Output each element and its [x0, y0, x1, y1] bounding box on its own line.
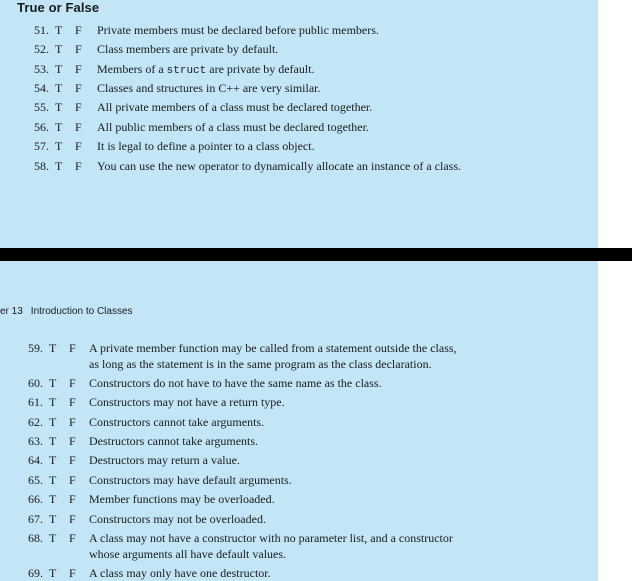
- question-text: A class may not have a constructor with no parameter list, and a constructor: [89, 531, 453, 545]
- true-option[interactable]: T: [49, 531, 57, 545]
- false-option[interactable]: F: [69, 531, 76, 545]
- question-text: Constructors do not have to have the same name as the class.: [89, 376, 382, 390]
- question-number: 57.: [34, 139, 49, 153]
- question-number: 54.: [34, 81, 49, 95]
- false-option[interactable]: F: [69, 453, 76, 467]
- true-option[interactable]: T: [55, 81, 63, 95]
- false-option[interactable]: F: [69, 566, 76, 580]
- question-number: 61.: [28, 395, 43, 409]
- question-number: 69.: [28, 566, 43, 580]
- true-option[interactable]: T: [49, 341, 57, 355]
- page-divider: [0, 248, 632, 261]
- question-text: Constructors may have default arguments.: [89, 473, 292, 487]
- true-option[interactable]: T: [55, 159, 63, 173]
- true-option[interactable]: T: [49, 473, 57, 487]
- false-option[interactable]: F: [69, 376, 76, 390]
- true-option[interactable]: T: [55, 139, 63, 153]
- question-number: 58.: [34, 159, 49, 173]
- question-number: 59.: [28, 341, 43, 355]
- question-number: 51.: [34, 23, 49, 37]
- question-number: 63.: [28, 434, 43, 448]
- question-text: Classes and structures in C++ are very similar.: [97, 81, 321, 95]
- true-option[interactable]: T: [55, 62, 63, 76]
- question-number: 62.: [28, 415, 43, 429]
- question-text: Constructors may not have a return type.: [89, 395, 285, 409]
- true-option[interactable]: T: [49, 512, 57, 526]
- question-text: Class members are private by default.: [97, 42, 279, 56]
- chapter-title: Introduction to Classes: [30, 306, 133, 317]
- question-text-continued: as long as the statement is in the same program as the class declaration.: [89, 357, 432, 371]
- false-option[interactable]: F: [69, 512, 76, 526]
- question-text: All public members of a class must be declared together.: [97, 120, 369, 134]
- question-text: Constructors cannot take arguments.: [89, 415, 265, 429]
- true-option[interactable]: T: [49, 415, 57, 429]
- false-option[interactable]: F: [75, 120, 82, 134]
- question-text: All private members of a class must be declared together.: [97, 100, 373, 114]
- false-option[interactable]: F: [75, 23, 82, 37]
- false-option[interactable]: F: [69, 341, 76, 355]
- true-option[interactable]: T: [55, 120, 63, 134]
- true-option[interactable]: T: [49, 492, 57, 506]
- false-option[interactable]: F: [69, 434, 76, 448]
- false-option[interactable]: F: [75, 139, 82, 153]
- question-number: 68.: [28, 531, 43, 545]
- question-text: A private member function may be called from a statement outside the class,: [89, 341, 457, 355]
- text-before-code: Members of a: [97, 62, 167, 76]
- question-number: 60.: [28, 376, 43, 390]
- question-number: 53.: [34, 62, 49, 76]
- true-option[interactable]: T: [49, 566, 57, 580]
- question-text: Destructors cannot take arguments.: [89, 434, 259, 448]
- true-option[interactable]: T: [49, 434, 57, 448]
- chapter-number: er 13: [0, 306, 23, 317]
- question-text: You can use the new operator to dynamically allocate an instance of a class.: [97, 159, 461, 173]
- question-text-continued: whose arguments all have default values.: [89, 547, 287, 561]
- true-option[interactable]: T: [49, 453, 57, 467]
- true-option[interactable]: T: [49, 376, 57, 390]
- question-text: A class may only have one destructor.: [89, 566, 271, 580]
- true-option[interactable]: T: [55, 23, 63, 37]
- false-option[interactable]: F: [75, 42, 82, 56]
- question-number: 52.: [34, 42, 49, 56]
- question-number: 65.: [28, 473, 43, 487]
- false-option[interactable]: F: [75, 81, 82, 95]
- false-option[interactable]: F: [69, 415, 76, 429]
- false-option[interactable]: F: [75, 62, 82, 76]
- top-page: [0, 0, 598, 248]
- running-head: [0, 306, 133, 317]
- true-option[interactable]: T: [49, 395, 57, 409]
- question-text: Constructors may not be overloaded.: [89, 512, 266, 526]
- question-text: Destructors may return a value.: [89, 453, 240, 467]
- question-text: It is legal to define a pointer to a class object.: [97, 139, 315, 153]
- question-number: 64.: [28, 453, 43, 467]
- false-option[interactable]: F: [69, 395, 76, 409]
- code-struct: struct: [166, 65, 207, 77]
- question-text: Member functions may be overloaded.: [89, 492, 275, 506]
- true-option[interactable]: T: [55, 100, 63, 114]
- question-number: 66.: [28, 492, 43, 506]
- question-text: [97, 61, 315, 79]
- question-text: Private members must be declared before public members.: [97, 23, 379, 37]
- false-option[interactable]: F: [75, 100, 82, 114]
- false-option[interactable]: F: [75, 159, 82, 173]
- question-number: 55.: [34, 100, 49, 114]
- question-number: 67.: [28, 512, 43, 526]
- false-option[interactable]: F: [69, 492, 76, 506]
- bottom-page: [0, 261, 598, 581]
- true-option[interactable]: T: [55, 42, 63, 56]
- question-number: 56.: [34, 120, 49, 134]
- false-option[interactable]: F: [69, 473, 76, 487]
- text-after-code: are private by default.: [206, 62, 315, 76]
- section-title: True or False: [17, 0, 100, 15]
